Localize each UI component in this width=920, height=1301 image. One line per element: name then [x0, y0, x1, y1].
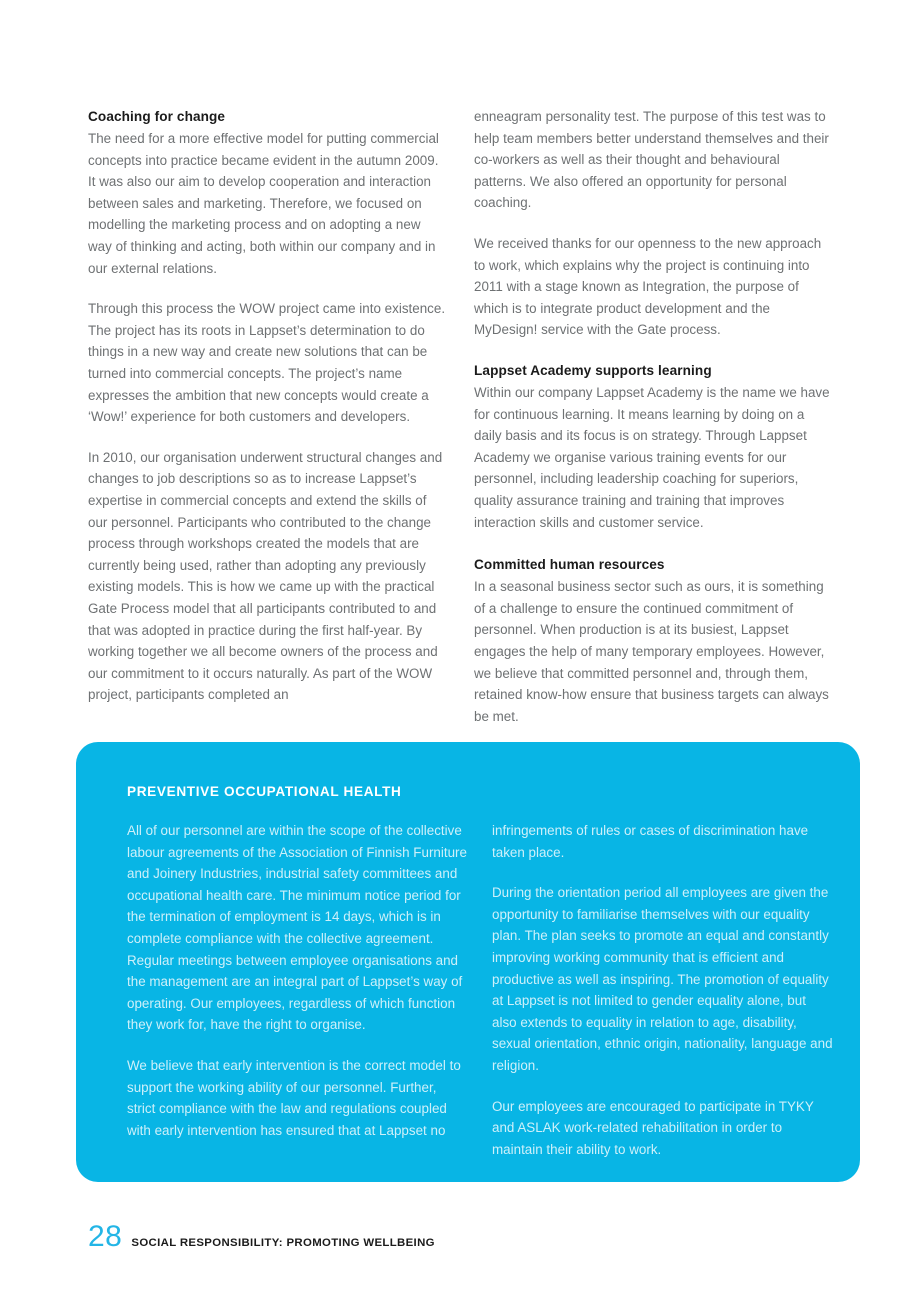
heading-lappset-academy: Lappset Academy supports learning	[474, 362, 712, 378]
paragraph-lappset-academy: Within our company Lappset Academy is the name we have for continuous learning. It means learning by doing on a daily basis and its focus is on strategy. Through Lappset Academy we organise various training events for our personnel, including leadership coaching for superiors, quality assurance training and training that improves interaction skills and customer service.	[474, 385, 830, 530]
callout-paragraph-orientation-equality: During the orientation period all employees are given the opportunity to familiarise themselves with our equality plan. The plan seeks to promote an equal and constantly improving working community that is efficient and productive as well as inspiring. The promotion of equality at Lappset is not limited to gender equality alone, but also extends to equality in relation to age, disability, sexual orientation, ethnic origin, nationality, language and religion.	[492, 885, 833, 1073]
article-body	[88, 106, 834, 727]
preventive-occupational-health-panel	[76, 742, 860, 1182]
callout-paragraph-collective-agreements: All of our personnel are within the scope of the collective labour agreements of the Association of Finnish Furniture and Joinery Industries, industrial safety committees and occupational health care. The minimum notice period for the termination of employment is 14 days, which is in complete compliance with the collective agreement. Regular meetings between employee organisations and the management are an integral part of Lappset’s way of operating. Our employees, regardless of which function they work for, have the right to organise.	[127, 823, 467, 1033]
callout-title: PREVENTIVE OCCUPATIONAL HEALTH	[127, 784, 402, 799]
paragraph-coaching-intro: The need for a more effective model for putting commercial concepts into practice became evident in the autumn 2009. It was also our aim to develop cooperation and interaction between sales and marketing. Therefore, we focused on modelling the marketing process and on adopting a new way of thinking and acting, both within our company and in our external relations.	[88, 131, 439, 276]
article-left-column	[88, 106, 448, 727]
callout-columns	[127, 820, 833, 1160]
callout-paragraph-infringements: infringements of rules or cases of discrimination have taken place.	[492, 823, 809, 860]
callout-left-column	[127, 820, 468, 1160]
page-footer	[88, 1222, 435, 1252]
callout-paragraph-tyky-aslak: Our employees are encouraged to participate in TYKY and ASLAK work-related rehabilitation in order to maintain their ability to work.	[492, 1098, 814, 1157]
paragraph-human-resources: In a seasonal business sector such as ours, it is something of a challenge to ensure the continued commitment of personnel. When production is at its busiest, Lappset engages the help of many temporary employees. However, we believe that committed personnel and, through them, retained know-how ensure that business targets can always be met.	[474, 579, 829, 724]
heading-committed-human-resources: Committed human resources	[474, 557, 665, 573]
callout-right-column	[492, 820, 833, 1160]
heading-coaching-for-change: Coaching for change	[88, 109, 226, 124]
paragraph-enneagram-continuation: enneagram personality test. The purpose of this test was to help team members better understand themselves and their co-workers as well as their thought and behavioural patterns. We also offered an opportunity for personal coaching.	[474, 109, 829, 211]
page-number: 28	[88, 1220, 123, 1253]
paragraph-integration-stage: We received thanks for our openness to the new approach to work, which explains why the project is continuing into 2011 with a stage known as Integration, the purpose of which is to integrate product development and the MyDesign! service with the Gate process.	[474, 235, 822, 338]
callout-paragraph-early-intervention: We believe that early intervention is the correct model to support the working ability of our personnel. Further, strict compliance with the law and regulations coupled with early intervention has ensured that at Lappset no	[127, 1057, 461, 1138]
paragraph-wow-project: Through this process the WOW project came into existence. The project has its roots in Lappset’s determination to do things in a new way and create new solutions that can be turned into commercial concepts. The project’s name expresses the ambition that new concepts would create a ‘Wow!’ experience for both customers and developers.	[88, 301, 446, 425]
footer-section-label: SOCIAL RESPONSIBILITY: PROMOTING WELLBEING	[131, 1237, 435, 1249]
article-right-column	[474, 106, 834, 727]
paragraph-organisation-changes: In 2010, our organisation underwent structural changes and changes to job descriptions so as to increase Lappset’s expertise in commercial concepts and extend the skills of our personnel. Participants who contributed to the change process through workshops created the models that are currently being used, rather than adopting any previously existing models. This is how we came up with the practical Gate Process model that all participants contributed to and that was adopted in practice during the first half-year. By working together we all become owners of the process and our commitment to it occurs naturally. As part of the WOW project, participants completed an	[88, 449, 443, 703]
